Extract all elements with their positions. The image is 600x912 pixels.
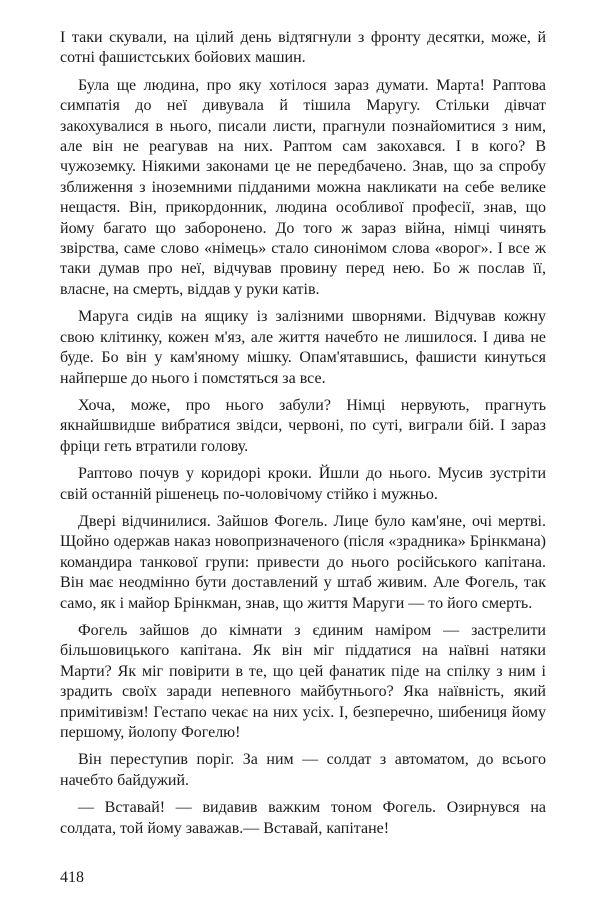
paragraph: Раптово почув у коридорі кроки. Йшли до нього. Мусив зустріти свій останній рішенець по-чоловічому стійко і мужньо. xyxy=(60,465,546,503)
page-number: 418 xyxy=(60,869,84,886)
paragraph: Двері відчинилися. Зайшов Фогель. Лице було кам'яне, очі мертві. Щойно одержав наказ новопризначеного (після «зрадника» Брінкмана) командира танкової групи: привести до нього російського капітана. Він має неодмінно бути доставлений у штаб живим. Але Фогель, так само, як і майор Брінкман, знав, що життя Маруги — то його смерть. xyxy=(60,512,546,612)
paragraph: І таки скували, на цілий день відтягнули з фронту десятки, може, й сотні фашистських бойових машин. xyxy=(60,29,546,67)
paragraph: Була ще людина, про яку хотілося зараз думати. Марта! Раптова симпатія до неї дивувала й тішила Маругу. Стільки дівчат закохувалися в нього, писали листи, прагнули познайомитися з ним, але він не реагував на них. Раптом сам закохався. І в кого? В чужоземку. Ніякими законами це не передбачено. Знав, що за спробу зближення з іноземними підданими можна накликати на себе велике нещастя. Він, прикордонник, людина особливої професії, знав, що йому багато що заборонено. До того ж зараз війна, німці чинять звірства, саме слово «німець» стало синонімом слова «ворог». І все ж таки думав про неї, відчував провину перед нею. Бо ж послав її, власне, на смерть, віддав у руки катів. xyxy=(60,76,546,298)
paragraph: Маруга сидів на ящику із залізними шворнями. Відчував кожну свою клітинку, кожен м'яз, але життя начебто не лишилося. І дива не буде. Бо він у кам'яному мішку. Опам'ятавшись, фашисти кинуться найперше до нього і помстяться за все. xyxy=(60,308,546,387)
paragraph: Він переступив поріг. За ним — солдат з автоматом, до всього начебто байдужий. xyxy=(60,751,546,789)
body-text xyxy=(60,28,546,846)
paragraph: Хоча, може, про нього забули? Німці нервують, прагнуть якнайшвидше вибратися звідси, червоні, по суті, виграли бій. І зараз фріци геть втратили голову. xyxy=(60,396,546,455)
paragraph: Фогель зайшов до кімнати з єдиним наміром — застрелити більшовицького капітана. Як він міг піддатися на наївні натяки Марти? Як міг повірити в те, що цей фанатик піде на спілку з ним і зрадить своїх заради непевного майбутнього? Яка наївність, який примітивізм! Гестапо чекає на них усіх. І, безперечно, шибениця йому першому, йолопу Фогелю! xyxy=(60,621,546,741)
paragraph: — Вставай! — видавив важким тоном Фогель. Озирнувся на солдата, той йому заважав.— Вставай, капітане! xyxy=(60,799,546,837)
